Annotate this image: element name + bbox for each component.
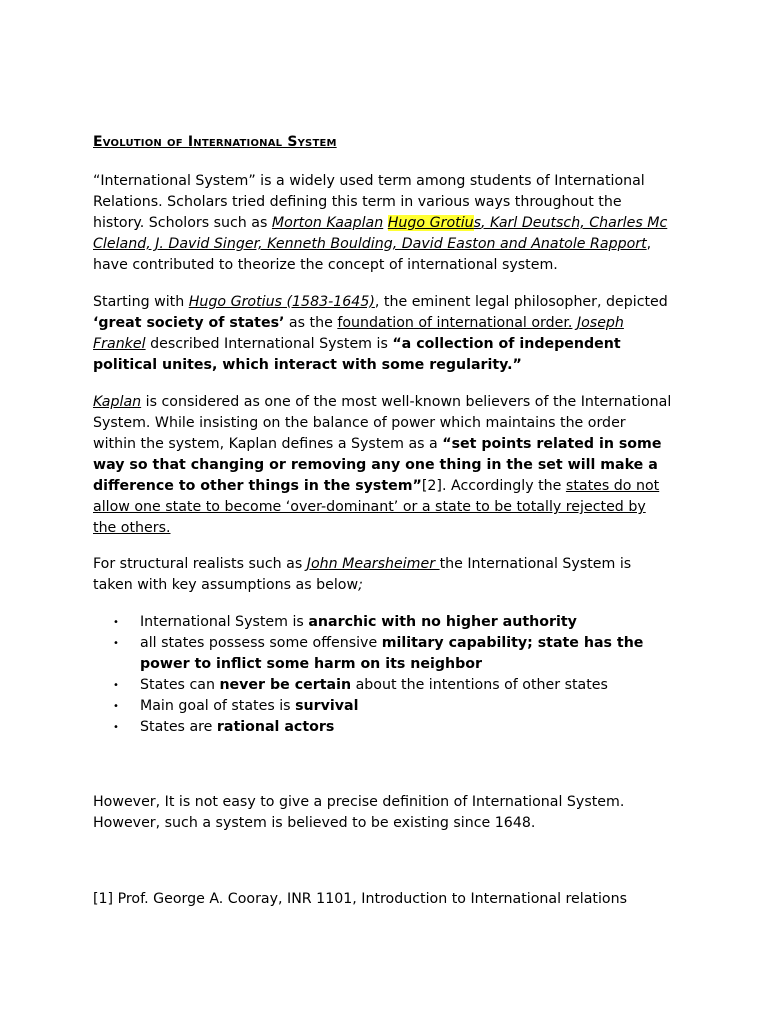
states-phrase: states do not allow one state to become ‘over-dominant’ or a state to be totally rejected by the others.	[93, 478, 660, 536]
paragraph-intro	[93, 171, 673, 276]
great-society-phrase: ‘great society of states’	[93, 315, 285, 331]
kaplan-quote: “set points related in some way so that changing or removing any one thing in the set will make a difference to other things in the system”	[93, 436, 662, 494]
grotius-name: Hugo Grotius (1583-1645)	[188, 294, 375, 310]
grotius-text-a: Starting with	[93, 294, 189, 310]
document-title: Evolution of International System	[93, 134, 337, 150]
kaplan-text-b: . Accordingly the	[441, 478, 566, 494]
assumptions-list	[93, 612, 673, 738]
item-bold: survival	[295, 698, 359, 714]
author-grotius-suffix: s	[473, 215, 482, 231]
author-list: , Karl Deutsch, Charles Mc Cleland, J. David Singer, Kenneth Boulding, David Easton and Anatole Rapport	[93, 215, 668, 252]
list-item	[93, 612, 673, 633]
realists-text-a: For structural realists such as	[93, 556, 307, 572]
bullet-icon: •	[113, 617, 119, 628]
grotius-text-e: described International System is	[145, 336, 393, 352]
bullet-icon: •	[113, 701, 119, 712]
item-text: all states possess some offensive	[140, 635, 382, 651]
grotius-text-c: as the	[284, 315, 338, 331]
author-grotius-highlighted: Hugo Grotiu	[387, 215, 474, 231]
paragraph-conclusion: However, It is not easy to give a precise definition of International System. However, such a system is believed to be existing since 1648.	[93, 794, 625, 831]
mearsheimer-name: John Mearsheimer	[306, 556, 440, 572]
intro-text-end: , have contributed to theorize the concept of international system.	[93, 236, 652, 273]
paragraph-kaplan	[93, 392, 673, 539]
paragraph-realists	[93, 554, 673, 596]
list-item	[93, 675, 673, 696]
author-kaaplan: Morton Kaaplan	[271, 215, 384, 231]
frankel-name: Joseph Frankel	[93, 315, 624, 352]
paragraph-grotius	[93, 292, 673, 376]
grotius-text-b: , the eminent legal philosopher, depicted	[374, 294, 668, 310]
item-text: Main goal of states is	[140, 698, 296, 714]
kaplan-name: Kaplan	[93, 394, 142, 410]
bullet-icon: •	[113, 680, 119, 691]
list-item	[93, 633, 673, 675]
item-text: States are	[140, 719, 217, 735]
reference-2: [2]	[421, 478, 442, 494]
footnote: [1] Prof. George A. Cooray, INR 1101, Introduction to International relations	[93, 891, 627, 907]
bullet-icon: •	[113, 722, 119, 733]
foundation-phrase: foundation of international order.	[337, 315, 573, 331]
realists-text-b: the International System is taken with key assumptions as below	[93, 556, 632, 593]
kaplan-text-a: is considered as one of the most well-known believers of the International System. While insisting on the balance of power which maintains the order within the system, Kaplan defines a System as a	[93, 394, 672, 452]
item-text: International System is	[140, 614, 309, 630]
item-bold: never be certain	[219, 677, 352, 693]
list-item	[93, 717, 673, 738]
frankel-quote: “a collection of independent political unites, which interact with some regularity.”	[93, 336, 621, 373]
item-bold: rational actors	[216, 719, 335, 735]
realists-semicolon: ;	[358, 577, 363, 593]
item-bold: military capability; state has the power to inflict some harm on its neighbor	[140, 635, 644, 672]
intro-text: “International System” is a widely used term among students of International Relations. Scholars tried defining this term in various ways throughout the history. Scholors such as	[93, 173, 645, 231]
list-item	[93, 696, 673, 717]
item-text-end: about the intentions of other states	[351, 677, 608, 693]
item-bold: anarchic with no higher authority	[308, 614, 577, 630]
item-text: States can	[140, 677, 220, 693]
bullet-icon: •	[113, 638, 119, 649]
